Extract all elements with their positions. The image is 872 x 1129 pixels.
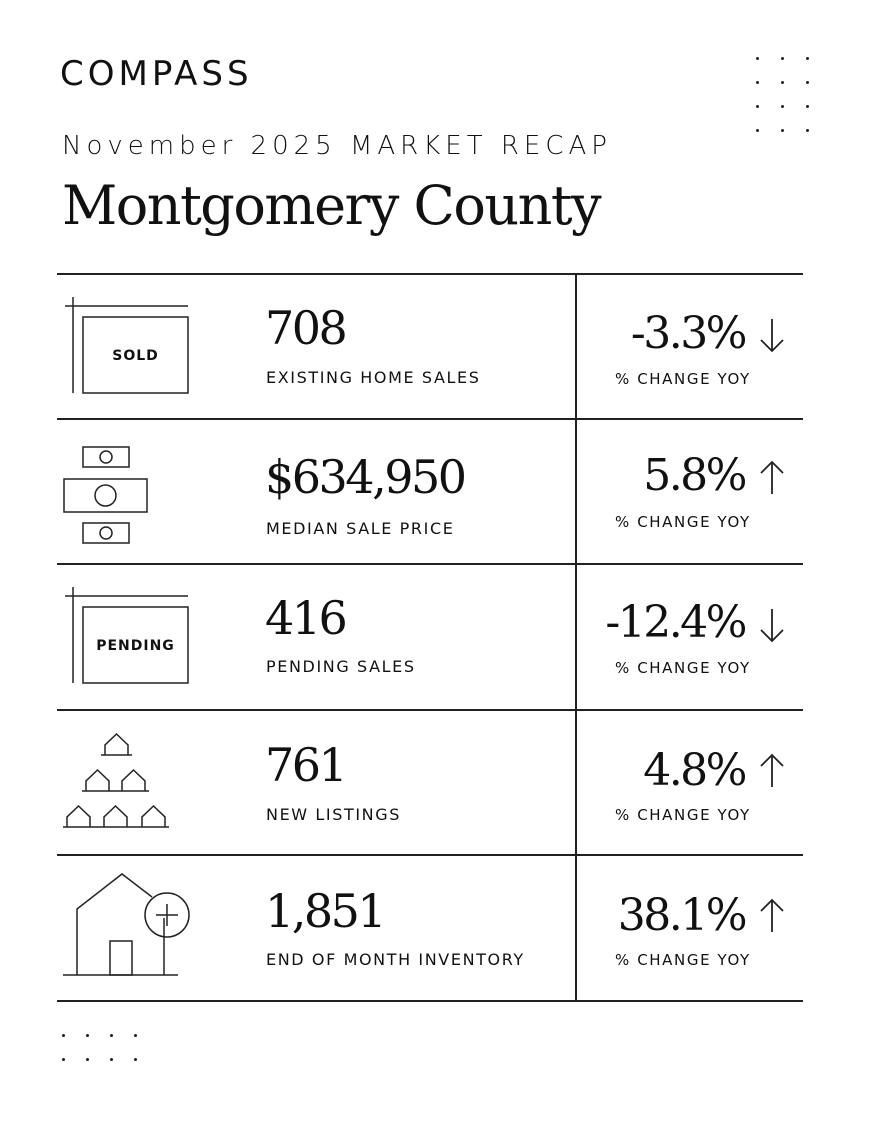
stat-value: 1,851: [265, 884, 385, 938]
arrow-up-icon: [757, 751, 787, 791]
change-label: % CHANGE YOY: [615, 806, 751, 824]
page-title: Montgomery County: [62, 174, 601, 237]
sold-sign-text: SOLD: [112, 348, 159, 364]
money-stack-icon: [57, 418, 207, 564]
compass-logo: COMPASS: [60, 54, 253, 94]
stats-table: [57, 273, 803, 1002]
stat-row-existing-home-sales: [57, 273, 803, 419]
sold-sign-icon: [57, 273, 207, 419]
stat-label: MEDIAN SALE PRICE: [266, 519, 455, 538]
arrow-down-icon: [757, 605, 787, 645]
stat-value: 708: [265, 301, 346, 355]
change-label: % CHANGE YOY: [615, 951, 751, 969]
change-label: % CHANGE YOY: [615, 659, 751, 677]
decorative-dots-bottom: [62, 1034, 142, 1064]
stat-change: 4.8%: [643, 745, 745, 796]
change-label: % CHANGE YOY: [615, 513, 751, 531]
stat-change: 5.8%: [643, 450, 745, 501]
report-subtitle: November 2025 MARKET RECAP: [62, 131, 612, 161]
stat-row-pending-sales: [57, 563, 803, 709]
stat-row-new-listings: [57, 709, 803, 855]
stat-value: 416: [265, 591, 346, 645]
stat-change: -3.3%: [630, 308, 745, 359]
stat-label: PENDING SALES: [266, 657, 416, 676]
pending-sign-text: PENDING: [96, 638, 175, 654]
stat-row-median-sale-price: [57, 418, 803, 564]
stat-change: 38.1%: [617, 890, 745, 941]
stat-change: -12.4%: [605, 597, 745, 648]
change-label: % CHANGE YOY: [615, 370, 751, 388]
arrow-up-icon: [757, 458, 787, 498]
arrow-up-icon: [757, 896, 787, 936]
stat-label: EXISTING HOME SALES: [266, 368, 481, 387]
pending-sign-icon: [57, 563, 207, 709]
divider: [57, 1000, 803, 1002]
arrow-down-icon: [757, 315, 787, 355]
stat-value: 761: [265, 738, 346, 792]
stat-value: $634,950: [265, 450, 465, 504]
stat-row-end-of-month-inventory: [57, 854, 803, 1000]
decorative-dots-top: [756, 57, 812, 137]
house-plus-icon: [57, 854, 207, 1000]
stat-label: END OF MONTH INVENTORY: [266, 950, 525, 969]
stat-label: NEW LISTINGS: [266, 805, 401, 824]
houses-group-icon: [57, 709, 207, 855]
